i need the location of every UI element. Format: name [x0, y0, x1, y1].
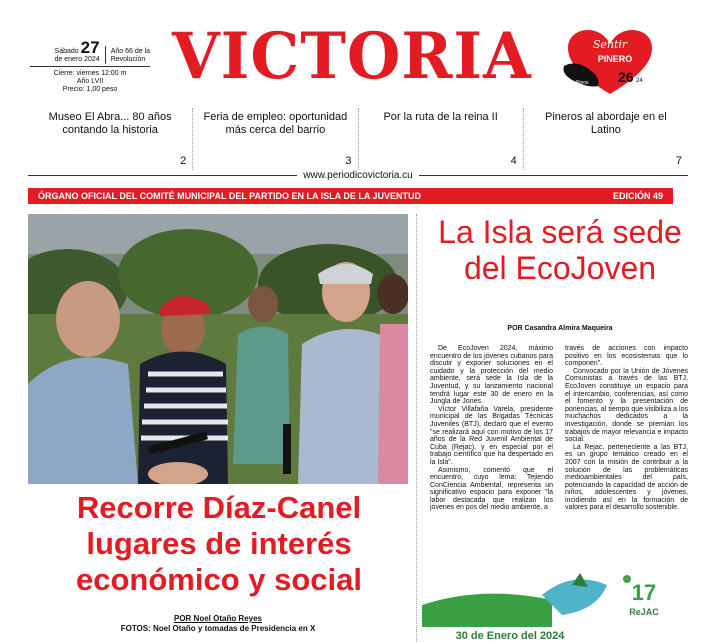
side-story-body [430, 345, 688, 560]
index-label: Por la ruta de la reina II [383, 111, 498, 123]
url-rule-right [419, 175, 688, 176]
main-byline [28, 614, 408, 634]
date-divider [105, 46, 106, 64]
url-row [28, 168, 688, 182]
year-note-2: Revolución [110, 56, 146, 63]
index-item[interactable] [524, 108, 688, 170]
index-item[interactable] [28, 108, 193, 170]
newspaper-title: VICTORIA [172, 19, 532, 94]
photo-credit: FOTOS: Noel Otaño y tomadas de Presidencia en X [120, 624, 316, 633]
url-rule-left [28, 175, 297, 176]
logo-number: 26 [618, 69, 634, 85]
paragraph: través de acciones con impacto positivo en los ecosistemas que lo componen". [565, 345, 688, 368]
side-author: POR Casandra Almira Maqueira [507, 325, 613, 332]
date-day: 27 [80, 38, 100, 57]
date-month-year: de enero 2024 [54, 56, 100, 63]
date-rule [30, 66, 150, 67]
year-note-1: Año 66 de la [110, 48, 150, 55]
logo-top-text: Sentir [592, 38, 628, 51]
issue-year: Año LVII [76, 78, 104, 85]
index-item[interactable] [359, 108, 524, 170]
index-label: Museo El Abra... 80 años contando la historia [48, 111, 172, 136]
date-weekday: Sábado [54, 48, 79, 55]
close-time: Cierre: viernes 12:00 m [53, 70, 127, 77]
paragraph: De EcoJoven 2024, máximo encuentro de los jóvenes cubanos para discutir y exponer soluciones en el cuidado y la protección del medio ambiente, será sede la Isla de la Juventud, y su lanzamiento nacional tendrá lugar este 30 de enero en la Jungla de Jones. [430, 345, 553, 406]
ecojoven-ad [422, 565, 672, 642]
official-organ-bar [28, 188, 673, 204]
index-page: 3 [345, 155, 352, 167]
main-story-photo [28, 214, 408, 484]
paragraph: Víctor Villafaña Varela, presidente municipal de las Brigadas Técnicas Juveniles (BTJ), declaró que el evento "se realizará aquí con motivo de los 17 años de la Red Juvenil Ambiental de Cuba (Rejac), y en especial por el trabajo científico que ha despertado en la Isla". [430, 405, 553, 466]
paragraph: Convocado por la Unión de Jóvenes Comunistas a través de las BTJ, EcoJoven constituye un espacio para el intercambio, conferencias, así como el fomento y la presentación de ponencias, al tiempo que visibiliza a los muchachos dedicados a la investigación, donde se premian los trabajos de mayor relevancia e impacto social. [565, 367, 688, 444]
main-headline[interactable]: Recorre Díaz-Canel lugares de interés económico y social [76, 490, 362, 597]
index-item[interactable] [193, 108, 358, 170]
body-column-2 [565, 345, 688, 560]
paragraph: La Rejac, perteneciente a las BTJ, es un grupo temático creado en el 2007 con la misión de contribuir a la solución de las problemáticas medioambientales del país, potenciando la capacidad de acción de niños, adolescentes y jóvenes, incidiendo así en la formación de valores para el desarrollo sostenible. [565, 443, 688, 512]
edition-number: EDICIÓN 49 [612, 191, 663, 201]
website-url[interactable]: www.periodicovictoria.cu [303, 169, 413, 181]
author-line: POR Noel Otaño Reyes [173, 614, 263, 623]
index-label: Feria de empleo: oportunidad más cerca del barrio [203, 111, 348, 136]
index-page: 2 [180, 155, 187, 167]
logo-year: 24 [636, 78, 643, 84]
ad-label: ReJAC [629, 607, 659, 617]
organ-text: ÓRGANO OFICIAL DEL COMITÉ MUNICIPAL DEL PARTIDO EN LA ISLA DE LA JUVENTUD [38, 191, 422, 201]
logo-mid-text: PINERO [597, 54, 633, 64]
index-label: Pineros al abordaje en el Latino [545, 111, 667, 136]
column-divider [416, 214, 417, 642]
price: Precio: 1,00 peso [62, 86, 118, 93]
body-column-1 [430, 345, 553, 560]
index-strip [28, 108, 688, 170]
index-page: 7 [675, 155, 682, 167]
logo-small-text: Pinos [576, 80, 589, 86]
ad-date: 30 de Enero del 2024 [455, 630, 565, 642]
ad-number: 17 [631, 580, 657, 605]
side-headline[interactable]: La Isla será sede del EcoJoven [438, 214, 682, 286]
index-page: 4 [510, 155, 517, 167]
paragraph: Asimismo, comentó que el encuentro, cuyo lema: Tejiendo ConCiencia Ambiental, representa un significativo espacio para exponer "la labor destacada que realizan los jóvenes en pos del medio ambiente, a [430, 466, 553, 512]
date-box [30, 40, 150, 94]
masthead [0, 0, 705, 108]
sentir-pinero-logo [560, 26, 660, 98]
